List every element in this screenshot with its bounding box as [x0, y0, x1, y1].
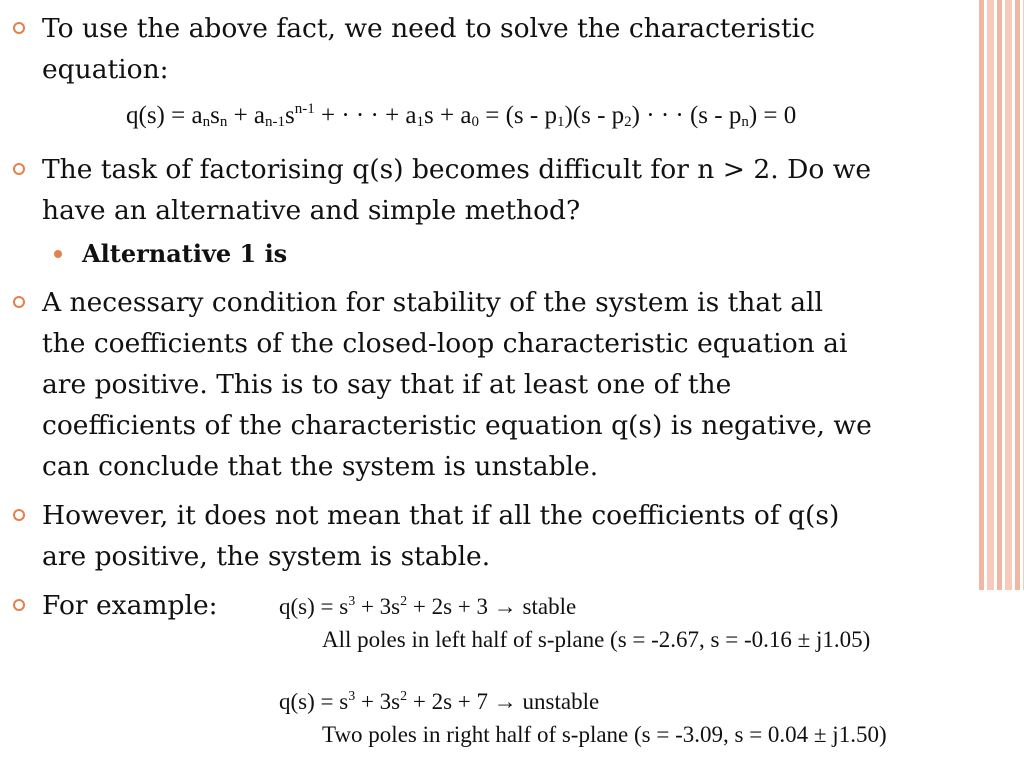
example-1-equation — [279, 594, 576, 620]
bullet-3-line-1: A necessary condition for stability of the system is that all — [42, 287, 823, 318]
ex-part: q(s) = s — [279, 689, 349, 714]
ex-part: + 2s + 3 → stable — [407, 594, 577, 619]
ex-part: + 3s — [355, 594, 401, 619]
ex-sup: 2 — [400, 689, 408, 704]
sub-bullet-marker — [54, 250, 62, 258]
bullet-3-line-2: the coefficients of the closed-loop characteristic equation ai — [42, 328, 848, 359]
bullet-2-text — [42, 149, 982, 231]
bullet-marker-3 — [13, 296, 25, 308]
sub-bullet-text: Alternative 1 is — [82, 239, 288, 268]
eq-part: s — [210, 102, 220, 129]
eq-part: s + a — [424, 102, 472, 129]
bullet-2-line-1: The task of factorising q(s) becomes difficult for n > 2. Do we — [42, 154, 872, 185]
eq-part: ) · · · (s - p — [631, 102, 742, 129]
eq-sub: 1 — [556, 114, 565, 130]
bullet-3-line-4: coefficients of the characteristic equation q(s) is negative, we — [42, 410, 872, 441]
bullet-4-line-2: are positive, the system is stable. — [42, 541, 491, 572]
bullet-marker-2 — [13, 163, 25, 175]
bullet-4-text — [42, 495, 982, 577]
eq-sub: n — [219, 114, 228, 130]
bullet-3-line-3: are positive. This is to say that if at least one of the — [42, 369, 732, 400]
bullet-1-text — [42, 8, 982, 90]
eq-sub: n — [202, 114, 211, 130]
eq-part: + a — [227, 102, 266, 129]
bullet-4-line-1: However, it does not mean that if all the coefficients of q(s) — [42, 500, 840, 531]
eq-sub: 1 — [416, 114, 425, 130]
example-1-note: All poles in left half of s-plane (s = -2.67, s = -0.16 ± j1.05) — [322, 627, 871, 652]
eq-part: s — [285, 102, 295, 129]
ex-sup: 2 — [400, 594, 408, 609]
characteristic-equation — [126, 101, 796, 131]
bullet-3-line-5: can conclude that the system is unstable. — [42, 451, 599, 482]
bullet-5-line-1: For example: — [42, 590, 218, 621]
bullet-1-line-2: equation: — [42, 54, 169, 85]
ex-sup: 3 — [348, 689, 356, 704]
eq-part: q(s) = a — [126, 102, 203, 129]
example-2-note: Two poles in right half of s-plane (s = -3.09, s = 0.04 ± j1.50) — [322, 722, 887, 747]
eq-sub: 0 — [471, 114, 479, 130]
eq-sup: n-1 — [294, 101, 315, 117]
eq-part: = (s - p — [478, 102, 557, 129]
eq-part: )(s - p — [564, 102, 625, 129]
ex-part: + 3s — [355, 689, 401, 714]
bullet-3-text — [42, 282, 982, 487]
ex-part: + 2s + 7 → unstable — [407, 689, 600, 714]
bullet-2-line-2: have an alternative and simple method? — [42, 195, 581, 226]
eq-part: ) = 0 — [748, 102, 797, 129]
bullet-marker-1 — [13, 22, 25, 34]
example-2-equation — [279, 689, 599, 715]
ex-part: q(s) = s — [279, 594, 349, 619]
bullet-1-line-1: To use the above fact, we need to solve the characteristic — [42, 13, 815, 44]
bullet-marker-5 — [13, 599, 25, 611]
eq-sub: n — [741, 114, 749, 130]
eq-sub: n-1 — [265, 114, 286, 130]
eq-sub: 2 — [624, 114, 632, 130]
bullet-marker-4 — [13, 509, 25, 521]
bullet-5-text — [42, 585, 262, 626]
ex-sup: 3 — [348, 594, 356, 609]
eq-part: + · · · + a — [314, 102, 417, 129]
